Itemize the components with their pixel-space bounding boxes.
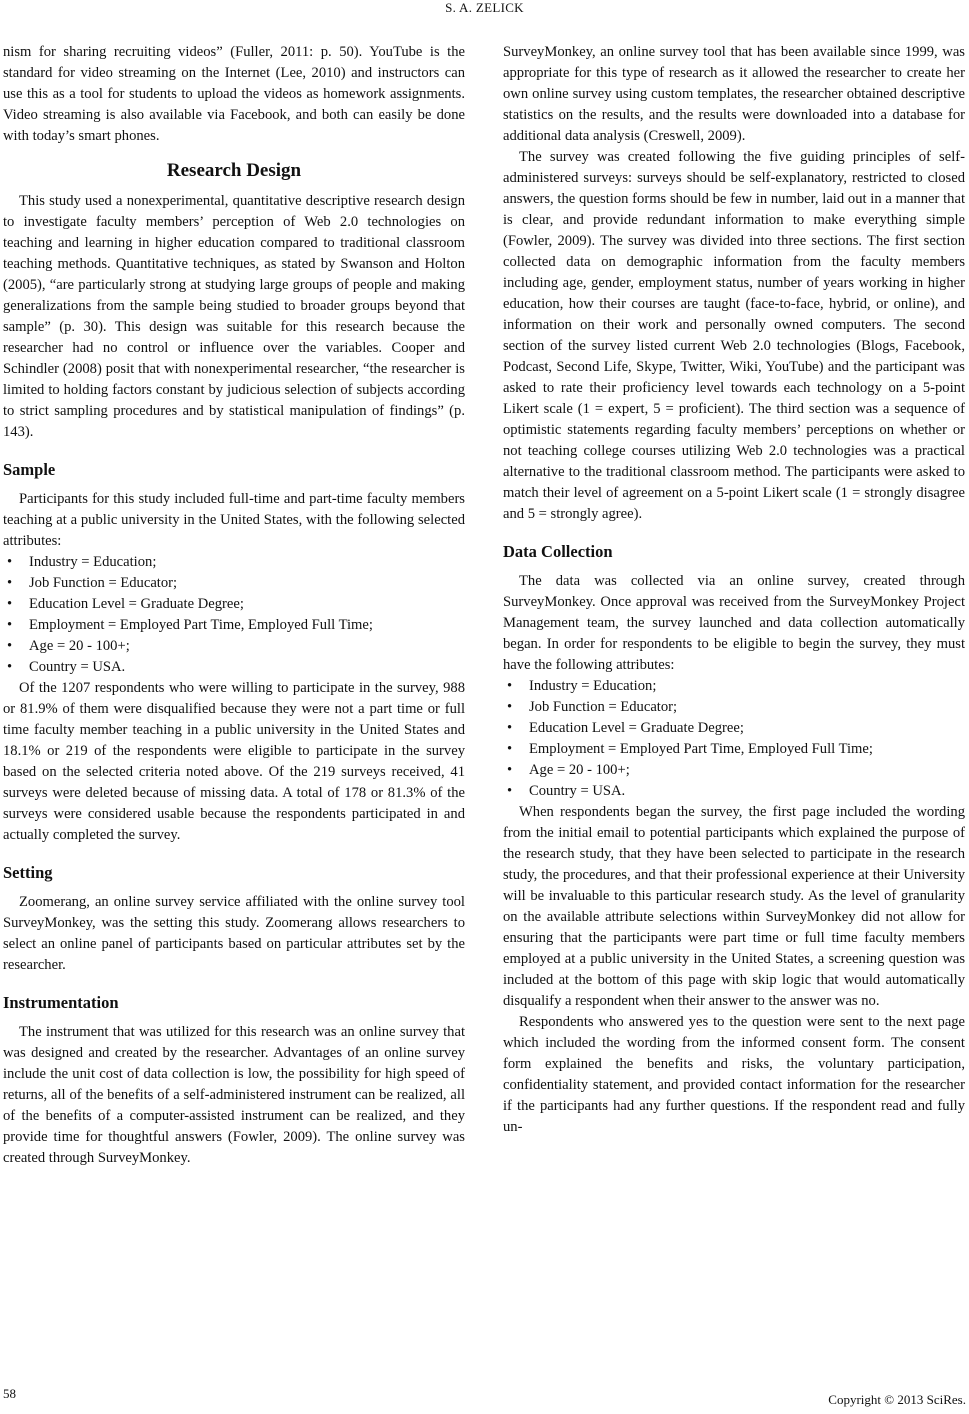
list-item: • Job Function = Educator; [503,697,965,718]
subsection-title-data-collection: Data Collection [503,542,613,561]
bullet-icon: • [507,720,513,736]
list-item: • Job Function = Educator; [3,573,465,594]
paragraph-survey-design: The survey was created following the five guiding principles of self-administered surveys: surveys should be self-explanatory, restricted to closed answers, the question forms should be few in number, laid out in a manner that is clear, and provide redundant information to make everything simple (Fowler, 2009). The survey was divided into three sections. The first section collected data on demographic information from the faculty members including age, gender, employment status, number of years working in higher education, how their courses are taught (face-to-face, hybrid, or online), and information on their work and personally owned computers. The second section of the survey listed current Web 2.0 technologies (Blogs, Facebook, Podcast, Second Life, Skype, Twitter, Wiki, YouTube) and the participant was asked to rate their proficiency level towards each technology on a 5-point Likert scale (1 = expert, 5 = proficient). The third section was a sequence of optimistic statements regarding faculty members’ perceptions on whether or not teaching college courses utilizing Web 2.0 technologies was a practical alternative to the traditional classroom method. The participants were asked to match their level of agreement on a 5-point Likert scale (1 = strongly disagree and 5 = strongly agree). [503,149,965,522]
paragraph-sample-1: Participants for this study included full-time and part-time faculty members teaching at a public university in the United States, with the following selected attributes: [3,491,465,549]
section-title-research-design: Research Design [166,160,302,181]
page-number: 58 [3,1386,16,1401]
paragraph-data-collection-2: When respondents began the survey, the first page included the wording from the initial email to potential participants which explained the purpose of the research study, that they have been selected to participate in the research study, the procedures, and that their professional experience at their University will be invaluable to this particular research study. As the level of granularity on the available attribute selections within SurveyMonkey did not allow for ensuring that the participants were part time or full time faculty members employed at a public university in the United States, a screening question was included at the bottom of this page with skip logic that would automatically disqualify a respondent when their answer to the answer was no. [503,804,965,1009]
bullet-icon: • [7,638,13,654]
bullet-icon: • [7,659,13,675]
bullet-icon: • [507,762,513,778]
list-item: • Education Level = Graduate Degree; [3,594,465,615]
list-item: • Education Level = Graduate Degree; [503,718,965,739]
list-item: • Country = USA. [3,657,465,678]
paragraph-research-design: This study used a nonexperimental, quantitative descriptive research design to investigate faculty members’ perception of Web 2.0 technologies on teaching and learning in higher education compared to traditional classroom teaching methods. Quantitative techniques, as stated by Swanson and Holton (2005), “are particularly strong at studying large groups of people and making generalizations from the sample being studied to broader groups beyond that sample” (p. 30). This design was suitable for this research because the researcher had no control or influence over the variables. Cooper and Schindler (2008) posit that with nonexperimental researcher, “the researcher is limited to holding factors constant by judicious selection of subjects according to strict sampling procedures and by statistical manipulation of findings” (p. 143). [3,193,465,440]
bullet-icon: • [7,596,13,612]
bullet-icon: • [7,617,13,633]
eligibility-attribute-list [503,676,965,802]
bullet-icon: • [507,678,513,694]
list-item: • Country = USA. [503,781,965,802]
list-item: • Employment = Employed Part Time, Employed Full Time; [503,739,965,760]
left-column [3,42,465,1169]
paragraph-data-collection-1: The data was collected via an online survey, created through SurveyMonkey. Once approval was received from the SurveyMonkey Project Management team, the survey launched and data collection automatically began. In order for respondents to be eligible to begin the survey, they must have the following attributes: [503,573,965,673]
paragraph-intro: nism for sharing recruiting videos” (Fuller, 2011: p. 50). YouTube is the standard for video streaming on the Internet (Lee, 2010) and instructors can use this as a tool for students to upload the videos as homework assignments. Video streaming is also available via Facebook, and both can easily be done with today’s smart phones. [3,44,465,144]
list-item: • Age = 20 - 100+; [3,636,465,657]
bullet-icon: • [507,783,513,799]
paragraph-setting: Zoomerang, an online survey service affiliated with the online survey tool SurveyMonkey, was the setting this study. Zoomerang allows researchers to select an online panel of participants based on particular attributes set by the researcher. [3,894,465,973]
paragraph-surveymonkey: SurveyMonkey, an online survey tool that has been available since 1999, was appropriate for this type of research as it allowed the researcher to create her own online survey using custom templates, the researcher obtained descriptive statistics on the results, and the results were downloaded into a database for additional data analysis (Creswell, 2009). [503,44,965,144]
subsection-title-instrumentation: Instrumentation [3,993,119,1012]
copyright-notice: Copyright © 2013 SciRes. [828,1392,966,1407]
right-column [503,42,965,1138]
bullet-icon: • [7,575,13,591]
paragraph-data-collection-3: Respondents who answered yes to the question were sent to the next page which included the wording from the informed consent form. The consent form explained the benefits and risks, the voluntary participation, confidentiality statement, and provided contact information for the researcher if the participants had any further questions. If the respondent read and fully un- [503,1014,965,1135]
list-item: • Industry = Education; [503,676,965,697]
bullet-icon: • [507,699,513,715]
subsection-title-setting: Setting [3,863,53,882]
list-item: • Employment = Employed Part Time, Employed Full Time; [3,615,465,636]
paragraph-sample-2: Of the 1207 respondents who were willing to participate in the survey, 988 or 81.9% of them were disqualified because they were not a part time or full time faculty member teaching in a public university in the United States and 18.1% or 219 of the respondents were eligible to participate in the survey based on the selected criteria noted above. Of the 219 surveys received, 41 surveys were deleted because of missing data. A total of 178 or 81.3% of the surveys were considered usable because the respondents participated in and actually completed the survey. [3,680,465,843]
list-item: • Age = 20 - 100+; [503,760,965,781]
subsection-title-sample: Sample [3,460,56,479]
running-head: S. A. ZELICK [445,0,524,15]
bullet-icon: • [7,554,13,570]
list-item: • Industry = Education; [3,552,465,573]
sample-attribute-list [3,552,465,678]
bullet-icon: • [507,741,513,757]
paragraph-instrumentation: The instrument that was utilized for this research was an online survey that was designed and created by the researcher. Advantages of an online survey include the unit cost of data collection is low, the possibility for high speed of returns, all of the benefits of a self-administered instrument can be realized, all of the benefits of a computer-assisted instrument can be realized, and they provide time for thoughtful answers (Fowler, 2009). The online survey was created through SurveyMonkey. [3,1024,465,1166]
